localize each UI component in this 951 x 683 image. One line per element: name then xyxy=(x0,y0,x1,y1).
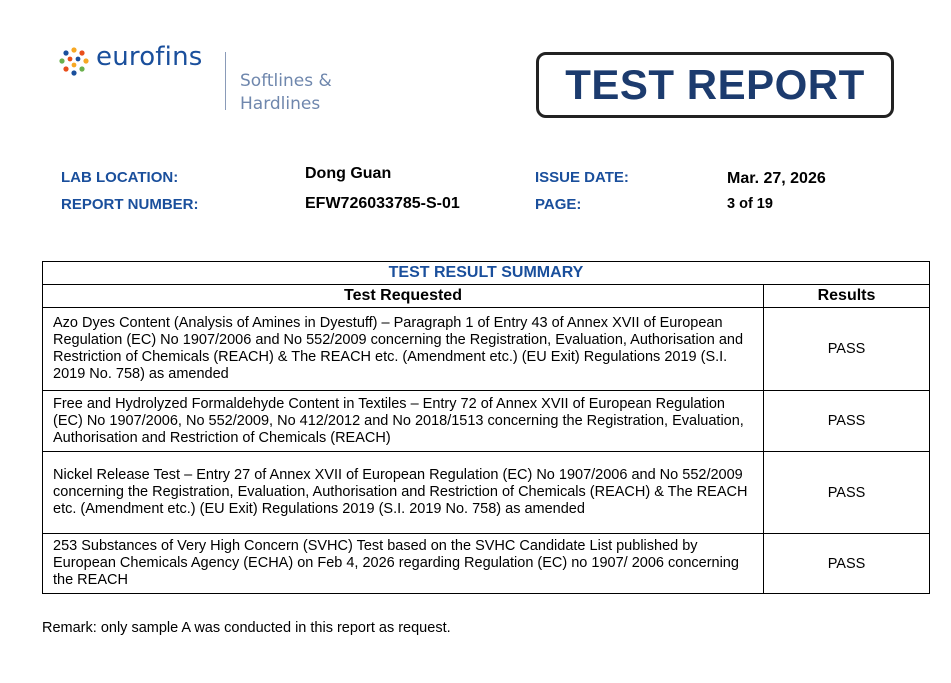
table-row xyxy=(43,534,930,594)
table-title-row xyxy=(43,262,930,285)
test-requested-cell: Nickel Release Test – Entry 27 of Annex XVII of European Regulation (EC) No 1907/2006 and No 552/2009 concerning the Registration, Evaluation, Authorisation and Restriction of Chemicals (REACH) & The REACH etc. (Amendment etc.) (EU Exit) Regulations 2019 (S.I. 2019 No. 758) as amended xyxy=(43,452,764,534)
report-number-label: REPORT NUMBER: xyxy=(61,196,199,213)
page-value: 3 of 19 xyxy=(727,196,773,212)
issue-date-label: ISSUE DATE: xyxy=(535,169,629,186)
result-cell: PASS xyxy=(764,534,930,594)
table-title: TEST RESULT SUMMARY xyxy=(43,262,930,285)
table-row xyxy=(43,391,930,452)
test-requested-cell: Azo Dyes Content (Analysis of Amines in Dyestuff) – Paragraph 1 of Entry 43 of Annex XVII of European Regulation (EC) No 1907/2006 and No 552/2009 concerning the Registration, Evaluation, Authorisation and Restriction of Chemicals (REACH) & The REACH etc. (Amendment etc.) (EU Exit) Regulations 2019 (S.I. 2019 No. 758) as amended xyxy=(43,308,764,391)
report-title: TEST REPORT xyxy=(565,61,865,108)
result-cell: PASS xyxy=(764,391,930,452)
lab-location-value: Dong Guan xyxy=(305,165,392,182)
page-label: PAGE: xyxy=(535,196,582,213)
result-cell: PASS xyxy=(764,308,930,391)
logo-subtitle-line1: Softlines & xyxy=(240,71,332,91)
report-title-box xyxy=(536,52,894,118)
eurofins-dots-icon xyxy=(58,46,90,78)
column-header-results: Results xyxy=(764,285,930,308)
column-header-test: Test Requested xyxy=(43,285,764,308)
report-number-value: EFW726033785-S-01 xyxy=(305,195,460,212)
logo-subtitle-line2: Hardlines xyxy=(240,94,321,114)
test-requested-cell: Free and Hydrolyzed Formaldehyde Content in Textiles – Entry 72 of Annex XVII of European Regulation (EC) No 1907/2006, No 552/2009, No 412/2012 and No 2018/1513 concerning the Registration, Evaluation, Authorisation and Restriction of Chemicals (REACH) xyxy=(43,391,764,452)
logo-divider xyxy=(225,52,226,110)
issue-date-value: Mar. 27, 2026 xyxy=(727,170,826,187)
table-row xyxy=(43,452,930,534)
table-header-row xyxy=(43,285,930,308)
remark-text: Remark: only sample A was conducted in this report as request. xyxy=(42,620,451,636)
test-result-summary-table xyxy=(42,261,930,594)
logo-wordmark: eurofins xyxy=(96,42,203,72)
test-requested-cell: 253 Substances of Very High Concern (SVHC) Test based on the SVHC Candidate List published by European Chemicals Agency (ECHA) on Feb 4, 2026 regarding Regulation (EC) no 1907/ 2006 concerning the REACH xyxy=(43,534,764,594)
result-cell: PASS xyxy=(764,452,930,534)
lab-location-label: LAB LOCATION: xyxy=(61,169,179,186)
eurofins-logo xyxy=(58,42,358,122)
logo-subtitle xyxy=(240,70,332,116)
table-row xyxy=(43,308,930,391)
